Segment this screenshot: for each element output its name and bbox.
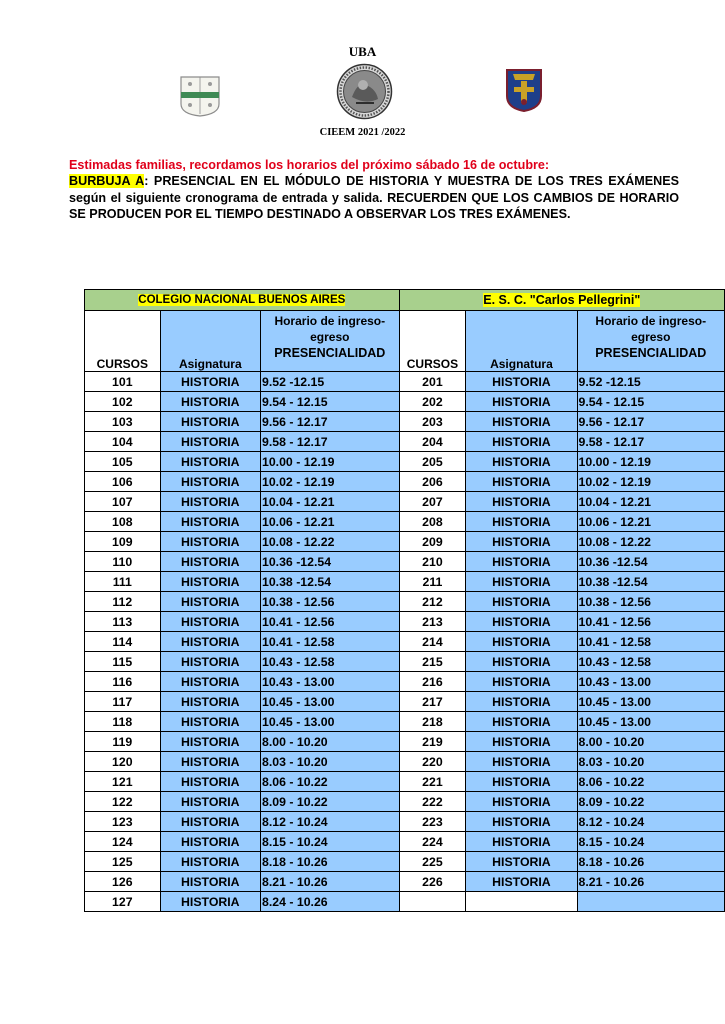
asignatura-cell: HISTORIA — [160, 372, 260, 392]
asignatura-cell: HISTORIA — [160, 412, 260, 432]
asignatura-cell: HISTORIA — [466, 592, 577, 612]
horario-cell: 10.08 - 12.22 — [261, 532, 400, 552]
header-asignatura: Asignatura — [160, 311, 260, 372]
asignatura-cell: HISTORIA — [160, 592, 260, 612]
asignatura-cell: HISTORIA — [466, 492, 577, 512]
horario-cell: 8.12 - 10.24 — [261, 812, 400, 832]
asignatura-cell: HISTORIA — [466, 712, 577, 732]
horario-cell: 10.08 - 12.22 — [577, 532, 724, 552]
curso-cell: 217 — [399, 692, 466, 712]
curso-cell: 107 — [85, 492, 161, 512]
esc-pellegrini-crest-icon — [505, 66, 543, 112]
horario-cell: 10.45 - 13.00 — [577, 692, 724, 712]
horario-cell: 10.04 - 12.21 — [577, 492, 724, 512]
asignatura-cell: HISTORIA — [160, 812, 260, 832]
horario-cell: 10.43 - 12.58 — [261, 652, 400, 672]
horario-cell: 9.58 - 12.17 — [577, 432, 724, 452]
curso-cell: 121 — [85, 772, 161, 792]
horario-cell: 8.12 - 10.24 — [577, 812, 724, 832]
table-row — [85, 452, 725, 472]
horario-cell: 8.06 - 10.22 — [261, 772, 400, 792]
curso-cell: 114 — [85, 632, 161, 652]
table-row — [85, 852, 725, 872]
curso-cell: 225 — [399, 852, 466, 872]
curso-cell: 117 — [85, 692, 161, 712]
header-asignatura: Asignatura — [466, 311, 577, 372]
asignatura-cell: HISTORIA — [160, 472, 260, 492]
curso-cell: 104 — [85, 432, 161, 452]
table-row — [85, 712, 725, 732]
horario-cell: 10.06 - 12.21 — [577, 512, 724, 532]
asignatura-cell: HISTORIA — [466, 632, 577, 652]
asignatura-cell: HISTORIA — [160, 612, 260, 632]
horario-cell: 8.21 - 10.26 — [577, 872, 724, 892]
horario-cell: 10.00 - 12.19 — [577, 452, 724, 472]
asignatura-cell: HISTORIA — [160, 652, 260, 672]
uba-seal-icon — [336, 63, 393, 120]
asignatura-cell: HISTORIA — [466, 652, 577, 672]
asignatura-cell: HISTORIA — [160, 892, 260, 912]
asignatura-cell: HISTORIA — [160, 832, 260, 852]
horario-cell: 8.15 - 10.24 — [261, 832, 400, 852]
table-row — [85, 512, 725, 532]
curso-cell: 215 — [399, 652, 466, 672]
asignatura-cell: HISTORIA — [160, 392, 260, 412]
table-row — [85, 412, 725, 432]
table-row — [85, 492, 725, 512]
curso-cell: 124 — [85, 832, 161, 852]
horario-cell: 8.18 - 10.26 — [261, 852, 400, 872]
curso-cell: 120 — [85, 752, 161, 772]
horario-cell: 8.03 - 10.20 — [577, 752, 724, 772]
asignatura-cell: HISTORIA — [160, 552, 260, 572]
horario-cell: 10.38 - 12.56 — [261, 592, 400, 612]
curso-cell: 125 — [85, 852, 161, 872]
horario-cell: 10.38 - 12.56 — [577, 592, 724, 612]
curso-cell: 202 — [399, 392, 466, 412]
table-row — [85, 532, 725, 552]
asignatura-cell: HISTORIA — [160, 792, 260, 812]
horario-cell: 10.02 - 12.19 — [261, 472, 400, 492]
curso-cell: 223 — [399, 812, 466, 832]
table-row — [85, 592, 725, 612]
asignatura-cell: HISTORIA — [466, 612, 577, 632]
table-row — [85, 872, 725, 892]
horario-cell: 9.56 - 12.17 — [261, 412, 400, 432]
notice-body: : PRESENCIAL EN EL MÓDULO DE HISTORIA Y MUESTRA DE LOS TRES EXÁMENES según el siguiente cronograma de entrada y salida. RECUERDEN QUE LOS CAMBIOS DE HORARIO SE PRODUCEN POR EL TIEMPO DESTINADO A OBSERVAR LOS TRES EXÁMENES. — [69, 174, 679, 221]
horario-cell: 8.21 - 10.26 — [261, 872, 400, 892]
asignatura-cell: HISTORIA — [160, 532, 260, 552]
horario-cell: 9.54 - 12.15 — [261, 392, 400, 412]
table-row — [85, 832, 725, 852]
table-row — [85, 392, 725, 412]
asignatura-cell: HISTORIA — [466, 372, 577, 392]
asignatura-cell: HISTORIA — [466, 452, 577, 472]
table-row — [85, 772, 725, 792]
curso-cell: 115 — [85, 652, 161, 672]
curso-cell: 127 — [85, 892, 161, 912]
column-header-row — [85, 311, 725, 372]
horario-cell: 10.41 - 12.56 — [577, 612, 724, 632]
curso-cell: 109 — [85, 532, 161, 552]
table-row — [85, 372, 725, 392]
horario-cell: 8.24 - 10.26 — [261, 892, 400, 912]
curso-cell: 111 — [85, 572, 161, 592]
asignatura-cell: HISTORIA — [160, 872, 260, 892]
asignatura-cell: HISTORIA — [466, 532, 577, 552]
curso-cell: 209 — [399, 532, 466, 552]
curso-cell: 103 — [85, 412, 161, 432]
horario-cell: 8.09 - 10.22 — [577, 792, 724, 812]
asignatura-cell: HISTORIA — [466, 432, 577, 452]
asignatura-cell: HISTORIA — [466, 392, 577, 412]
horario-cell: 10.43 - 13.00 — [577, 672, 724, 692]
horario-cell: 10.04 - 12.21 — [261, 492, 400, 512]
curso-cell: 214 — [399, 632, 466, 652]
curso-cell: 116 — [85, 672, 161, 692]
horario-cell: 9.52 -12.15 — [577, 372, 724, 392]
header-horario: Horario de ingreso- egreso PRESENCIALIDAD — [577, 311, 724, 372]
asignatura-cell: HISTORIA — [466, 732, 577, 752]
curso-cell: 206 — [399, 472, 466, 492]
curso-cell: 204 — [399, 432, 466, 452]
curso-cell: 201 — [399, 372, 466, 392]
curso-cell: 212 — [399, 592, 466, 612]
asignatura-cell: HISTORIA — [466, 472, 577, 492]
table-row — [85, 572, 725, 592]
asignatura-cell: HISTORIA — [160, 452, 260, 472]
curso-cell: 118 — [85, 712, 161, 732]
curso-cell: 210 — [399, 552, 466, 572]
horario-cell: 10.00 - 12.19 — [261, 452, 400, 472]
school-banner-left: COLEGIO NACIONAL BUENOS AIRES — [85, 290, 400, 311]
asignatura-cell: HISTORIA — [160, 492, 260, 512]
horario-cell: 8.03 - 10.20 — [261, 752, 400, 772]
asignatura-cell: HISTORIA — [466, 812, 577, 832]
curso-cell: 122 — [85, 792, 161, 812]
asignatura-cell: HISTORIA — [466, 872, 577, 892]
horario-cell: 10.36 -12.54 — [261, 552, 400, 572]
asignatura-cell: HISTORIA — [160, 672, 260, 692]
header-cursos: CURSOS — [399, 311, 466, 372]
table-row — [85, 732, 725, 752]
table-row — [85, 472, 725, 492]
burbuja-highlight: BURBUJA A — [69, 174, 145, 189]
empty-cell — [577, 892, 724, 912]
table-row — [85, 632, 725, 652]
horario-cell: 10.38 -12.54 — [577, 572, 724, 592]
header-cursos: CURSOS — [85, 311, 161, 372]
greeting-text: Estimadas familias, recordamos los horarios del próximo sábado 16 de octubre: — [69, 158, 550, 172]
table-row — [85, 752, 725, 772]
horario-cell: 10.45 - 13.00 — [261, 692, 400, 712]
table-row — [85, 432, 725, 452]
horario-cell: 10.36 -12.54 — [577, 552, 724, 572]
curso-cell: 216 — [399, 672, 466, 692]
horario-cell: 9.52 -12.15 — [261, 372, 400, 392]
intro-notice — [69, 157, 679, 222]
horario-cell: 8.06 - 10.22 — [577, 772, 724, 792]
horario-cell: 9.54 - 12.15 — [577, 392, 724, 412]
horario-cell: 10.43 - 12.58 — [577, 652, 724, 672]
asignatura-cell: HISTORIA — [160, 852, 260, 872]
asignatura-cell: HISTORIA — [160, 712, 260, 732]
horario-cell: 9.58 - 12.17 — [261, 432, 400, 452]
header-horario: Horario de ingreso- egreso PRESENCIALIDAD — [261, 311, 400, 372]
horario-cell: 8.00 - 10.20 — [261, 732, 400, 752]
cnba-crest-icon — [178, 74, 222, 118]
curso-cell: 221 — [399, 772, 466, 792]
asignatura-cell: HISTORIA — [160, 432, 260, 452]
horario-cell: 10.45 - 13.00 — [261, 712, 400, 732]
curso-cell: 208 — [399, 512, 466, 532]
curso-cell: 126 — [85, 872, 161, 892]
table-row — [85, 612, 725, 632]
asignatura-cell: HISTORIA — [466, 692, 577, 712]
horario-cell: 10.02 - 12.19 — [577, 472, 724, 492]
asignatura-cell: HISTORIA — [466, 512, 577, 532]
curso-cell: 218 — [399, 712, 466, 732]
school-banner-row — [85, 290, 725, 311]
table-row — [85, 552, 725, 572]
table-row — [85, 792, 725, 812]
asignatura-cell: HISTORIA — [160, 752, 260, 772]
curso-cell: 226 — [399, 872, 466, 892]
asignatura-cell: HISTORIA — [466, 752, 577, 772]
curso-cell: 105 — [85, 452, 161, 472]
curso-cell: 203 — [399, 412, 466, 432]
asignatura-cell: HISTORIA — [466, 772, 577, 792]
curso-cell: 205 — [399, 452, 466, 472]
horario-cell: 8.09 - 10.22 — [261, 792, 400, 812]
curso-cell: 220 — [399, 752, 466, 772]
curso-cell: 207 — [399, 492, 466, 512]
curso-cell: 123 — [85, 812, 161, 832]
horario-cell: 10.41 - 12.58 — [577, 632, 724, 652]
table-row — [85, 892, 725, 912]
table-row — [85, 672, 725, 692]
asignatura-cell: HISTORIA — [466, 552, 577, 572]
asignatura-cell: HISTORIA — [466, 852, 577, 872]
school-banner-right: E. S. C. "Carlos Pellegrini" — [399, 290, 724, 311]
curso-cell: 112 — [85, 592, 161, 612]
curso-cell: 102 — [85, 392, 161, 412]
cycle-label: CIEEM 2021 /2022 — [319, 127, 406, 138]
curso-cell: 213 — [399, 612, 466, 632]
curso-cell: 211 — [399, 572, 466, 592]
horario-cell: 8.00 - 10.20 — [577, 732, 724, 752]
horario-cell: 10.45 - 13.00 — [577, 712, 724, 732]
curso-cell: 219 — [399, 732, 466, 752]
horario-cell: 10.43 - 13.00 — [261, 672, 400, 692]
asignatura-cell: HISTORIA — [466, 572, 577, 592]
page-title: UBA — [348, 44, 377, 59]
asignatura-cell: HISTORIA — [160, 572, 260, 592]
asignatura-cell: HISTORIA — [466, 672, 577, 692]
horario-cell: 10.41 - 12.56 — [261, 612, 400, 632]
asignatura-cell: HISTORIA — [466, 832, 577, 852]
curso-cell: 108 — [85, 512, 161, 532]
horario-cell: 8.15 - 10.24 — [577, 832, 724, 852]
curso-cell: 101 — [85, 372, 161, 392]
horario-cell: 10.41 - 12.58 — [261, 632, 400, 652]
asignatura-cell: HISTORIA — [466, 412, 577, 432]
horario-cell: 10.38 -12.54 — [261, 572, 400, 592]
asignatura-cell: HISTORIA — [160, 772, 260, 792]
horario-cell: 10.06 - 12.21 — [261, 512, 400, 532]
curso-cell: 110 — [85, 552, 161, 572]
curso-cell: 106 — [85, 472, 161, 492]
asignatura-cell: HISTORIA — [160, 512, 260, 532]
horario-cell: 8.18 - 10.26 — [577, 852, 724, 872]
table-row — [85, 692, 725, 712]
asignatura-cell: HISTORIA — [466, 792, 577, 812]
asignatura-cell: HISTORIA — [160, 692, 260, 712]
curso-cell: 113 — [85, 612, 161, 632]
table-row — [85, 812, 725, 832]
curso-cell: 224 — [399, 832, 466, 852]
horario-cell: 9.56 - 12.17 — [577, 412, 724, 432]
schedule-table — [84, 289, 725, 912]
table-row — [85, 652, 725, 672]
asignatura-cell: HISTORIA — [160, 732, 260, 752]
curso-cell: 119 — [85, 732, 161, 752]
curso-cell: 222 — [399, 792, 466, 812]
empty-cell — [399, 892, 466, 912]
asignatura-cell: HISTORIA — [160, 632, 260, 652]
empty-cell — [466, 892, 577, 912]
